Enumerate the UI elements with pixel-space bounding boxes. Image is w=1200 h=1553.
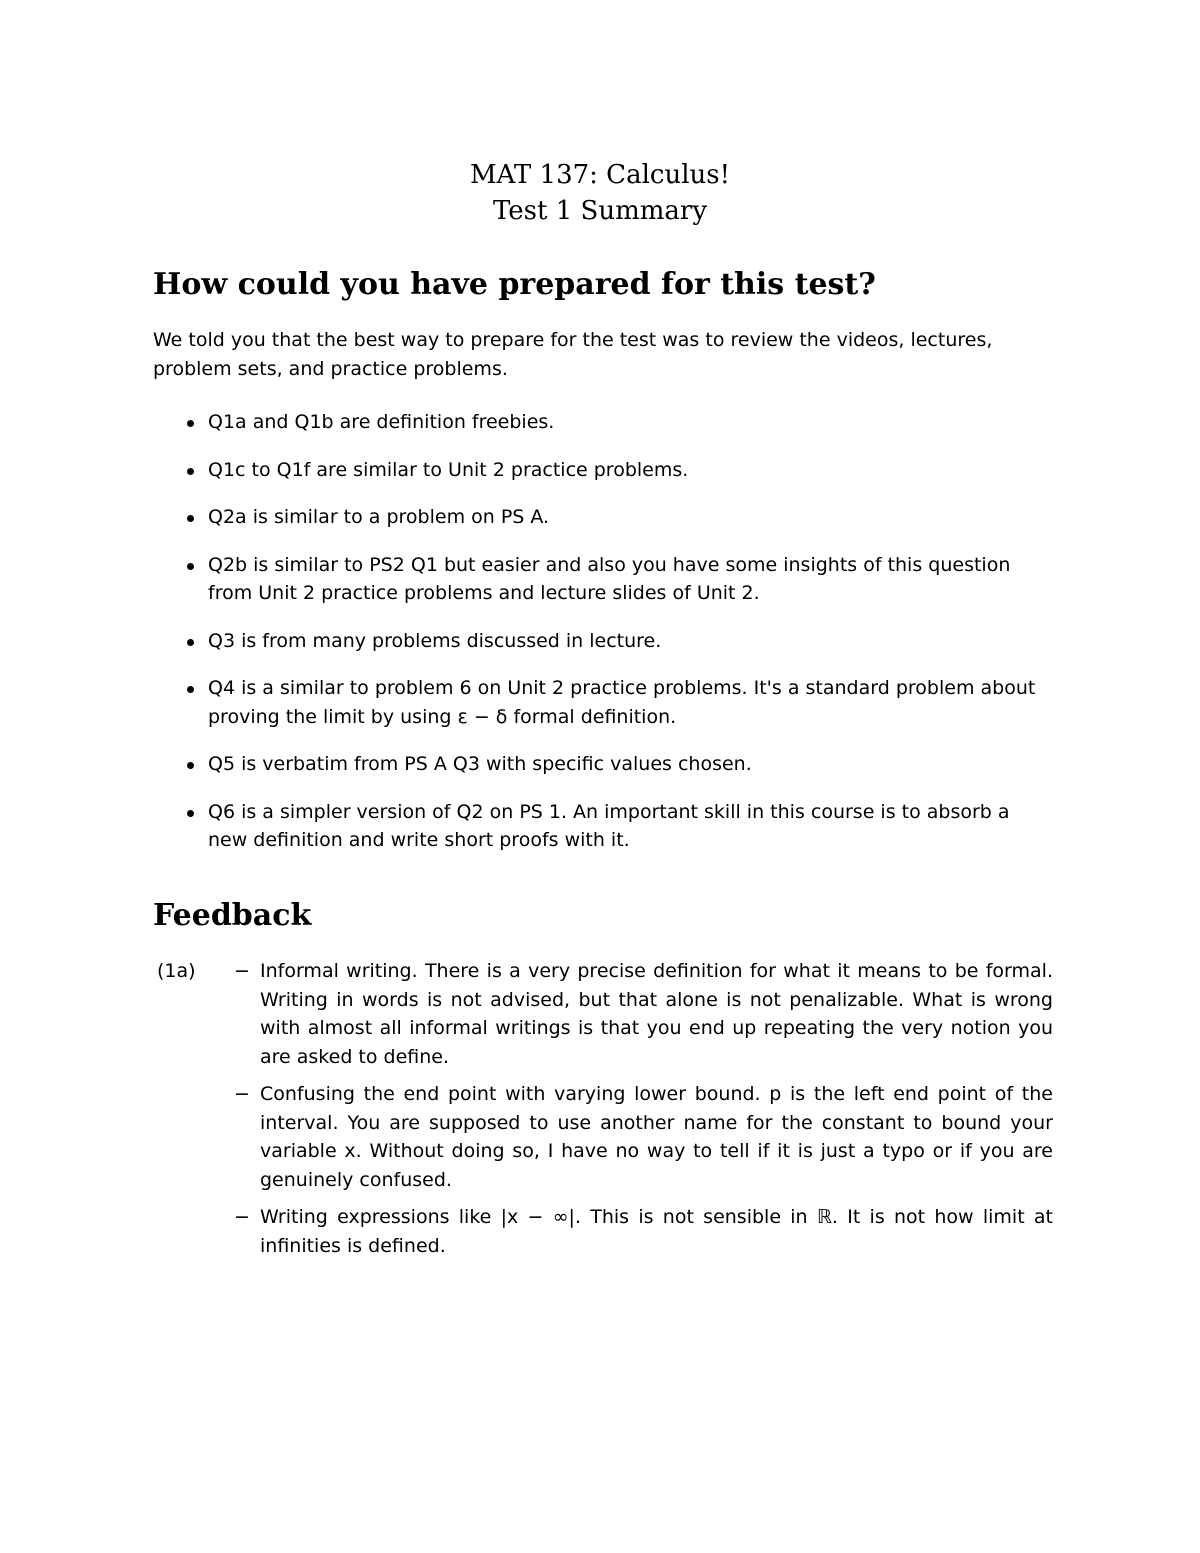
dash-marker: − [234, 1206, 250, 1228]
bullet-icon [187, 468, 194, 475]
feedback-text: Confusing the end point with varying lower bound. p is the left end point of the interval. You are supposed to use another name for the constant to bound your variable x. Without doing so, I have no way to tell if it is just a typo or if you are genuinely confused. [260, 1083, 1053, 1191]
bullet-icon [187, 810, 194, 817]
feedback-list [153, 957, 1053, 1260]
prep-bullet-list [153, 408, 1053, 874]
list-item [153, 957, 1053, 1071]
prep-intro-paragraph: We told you that the best way to prepare for the test was to review the videos, lectures, problem sets, and practice problems. [153, 329, 993, 380]
list-item [153, 1080, 1053, 1194]
list-item [153, 456, 1053, 485]
list-item [153, 798, 1053, 855]
course-title: MAT 137: Calculus! [469, 160, 731, 190]
feedback-text: Writing expressions like |x − ∞|. This is not sensible in ℝ. It is not how limit at infinities is defined. [260, 1206, 1053, 1257]
bullet-icon [187, 515, 194, 522]
bullet-icon [187, 563, 194, 570]
list-item [153, 551, 1053, 608]
list-item-text: Q4 is a similar to problem 6 on Unit 2 practice problems. It's a standard problem about proving the limit by using ε − δ formal definition. [208, 677, 1036, 728]
list-item-text: Q5 is verbatim from PS A Q3 with specific values chosen. [208, 753, 752, 775]
feedback-text: Informal writing. There is a very precise definition for what it means to be formal. Writing in words is not advised, but that alone is not penalizable. What is wrong with almost all informal writings is that you end up repeating the very notion you are asked to define. [260, 960, 1053, 1068]
list-item [153, 674, 1053, 731]
feedback-block [153, 957, 1053, 1269]
list-item-text: Q2a is similar to a problem on PS A. [208, 506, 550, 528]
title-block [0, 157, 1200, 229]
list-item [153, 408, 1053, 437]
list-item-text: Q1c to Q1f are similar to Unit 2 practice problems. [208, 458, 689, 481]
dash-marker: − [234, 1083, 250, 1105]
prep-section-heading: How could you have prepared for this test? [153, 267, 876, 302]
document-subtitle: Test 1 Summary [492, 196, 708, 226]
question-label: (1a) [157, 960, 196, 982]
list-item-text: Q6 is a simpler version of Q2 on PS 1. An important skill in this course is to absorb a new definition and write short proofs with it. [208, 800, 1010, 851]
list-item [153, 750, 1053, 779]
bullet-icon [187, 762, 194, 769]
list-item-text: Q2b is similar to PS2 Q1 but easier and also you have some insights of this question from Unit 2 practice problems and lecture slides of Unit 2. [208, 553, 1011, 604]
list-item [153, 503, 1053, 532]
dash-marker: − [234, 960, 250, 982]
list-item [153, 1203, 1053, 1260]
list-item-text: Q3 is from many problems discussed in lecture. [208, 629, 662, 652]
feedback-section-heading: Feedback [153, 898, 312, 933]
list-item [153, 627, 1053, 656]
bullet-icon [187, 420, 194, 427]
bullet-icon [187, 686, 194, 693]
bullet-icon [187, 639, 194, 646]
list-item-text: Q1a and Q1b are definition freebies. [208, 411, 555, 433]
